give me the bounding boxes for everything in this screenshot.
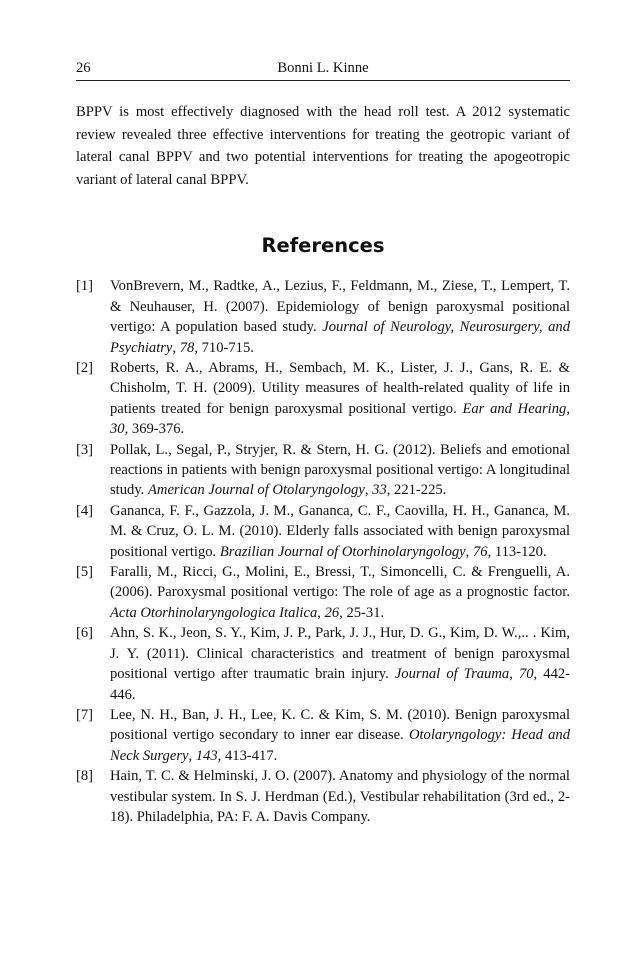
- reference-citation: Hain, T. C. & Helminski, J. O. (2007). Anatomy and physiology of the normal vestibular system. In S. J. Herdman (Ed.), Vestibular rehabilitation (3rd ed., 2-18). Philadelphia, PA: F. A. Davis Company.: [110, 768, 570, 825]
- reference-text: [110, 705, 570, 766]
- reference-journal: Otolaryngology: Head and Neck Surgery: [110, 727, 570, 764]
- reference-citation: Roberts, R. A., Abrams, H., Sembach, M. K., Lister, J. J., Gans, R. E. & Chisholm, T. H. (2009). Utility measures of health-related quality of life in patients treated for benign paroxysmal positional vertigo.: [110, 360, 570, 417]
- reference-journal: Brazilian Journal of Otorhinolaryngology: [219, 543, 466, 560]
- reference-separator: ,: [364, 482, 373, 499]
- reference-item: [76, 358, 570, 440]
- reference-separator: ,: [172, 339, 180, 356]
- reference-volume: 70: [518, 666, 534, 683]
- reference-volume: 26: [324, 604, 340, 621]
- reference-text: [110, 562, 570, 623]
- reference-citation: Pollak, L., Segal, P., Stryjer, R. & Stern, H. G. (2012). Beliefs and emotional reactions in patients with benign paroxysmal positional vertigo: A longitudinal study.: [110, 441, 570, 499]
- reference-list: [76, 276, 570, 827]
- reference-text: [110, 623, 570, 705]
- reference-citation: Faralli, M., Ricci, G., Molini, E., Bressi, T., Simoncelli, C. & Frenguelli, A. (2006). Paroxysmal positional vertigo: The role of age as a prognostic factor.: [110, 564, 570, 601]
- reference-separator: ,: [465, 543, 473, 560]
- reference-separator: ,: [188, 747, 196, 764]
- reference-volume: 30: [110, 421, 125, 438]
- book-page: [76, 0, 570, 827]
- reference-number: [6]: [76, 625, 94, 642]
- reference-item: [76, 276, 570, 358]
- reference-text: [110, 440, 570, 501]
- reference-item: [76, 705, 570, 766]
- reference-separator: ,: [509, 666, 519, 683]
- reference-volume: 143: [195, 747, 218, 764]
- running-header: [76, 58, 570, 81]
- reference-number: [2]: [76, 360, 94, 376]
- reference-pages: , 113-120.: [487, 543, 547, 560]
- reference-pages: , 25-31.: [339, 604, 385, 621]
- summary-paragraph: BPPV is most effectively diagnosed with the head roll test. A 2012 systematic review revealed three effective interventions for treating the geotropic variant of lateral canal BPPV and two potential interventions for treating the apogeotropic variant of lateral canal BPPV.: [76, 104, 570, 188]
- reference-number: [3]: [76, 441, 94, 458]
- reference-separator: ,: [566, 400, 570, 417]
- reference-citation: Gananca, F. F., Gazzola, J. M., Gananca, C. F., Caovilla, H. H., Gananca, M. M. & Cruz, O. L. M. (2010). Elderly falls associated with benign paroxysmal positional vertigo.: [110, 502, 570, 560]
- reference-number: [8]: [76, 768, 94, 785]
- reference-citation: Lee, N. H., Ban, J. H., Lee, K. C. & Kim, S. M. (2010). Benign paroxysmal positional vertigo secondary to inner ear disease.: [110, 706, 570, 744]
- reference-separator: ,: [317, 604, 325, 621]
- reference-item: [76, 501, 570, 562]
- reference-number: [7]: [76, 706, 94, 723]
- reference-journal: Acta Otorhinolaryngologica Italica: [110, 604, 318, 621]
- reference-text: [110, 276, 570, 358]
- reference-pages: , 369-376.: [124, 421, 185, 438]
- reference-item: [76, 766, 570, 827]
- reference-journal: American Journal of Otolaryngology: [147, 482, 365, 499]
- reference-citation: VonBrevern, M., Radtke, A., Lezius, F., Feldmann, M., Ziese, T., Lempert, T. & Neuhauser, H. (2007). Epidemiology of benign paroxysmal positional vertigo: A population based study.: [110, 278, 570, 336]
- reference-journal: Journal of Trauma: [394, 666, 510, 683]
- reference-pages: , 442-446.: [110, 666, 571, 703]
- reference-number: [4]: [76, 502, 94, 519]
- reference-item: [76, 562, 570, 623]
- reference-volume: 78: [179, 339, 195, 356]
- reference-text: [110, 501, 570, 562]
- references-heading: References: [261, 234, 385, 258]
- reference-item: [76, 623, 570, 705]
- reference-journal: Journal of Neurology, Neurosurgery, and Psychiatry: [110, 319, 570, 356]
- running-author: Bonni L. Kinne: [277, 60, 369, 76]
- reference-text: [110, 766, 570, 827]
- reference-pages: , 413-417.: [217, 747, 278, 764]
- reference-item: [76, 440, 570, 501]
- reference-volume: 76: [472, 543, 488, 560]
- reference-number: [1]: [76, 278, 94, 295]
- reference-journal: Ear and Hearing: [462, 400, 567, 417]
- page-number: 26: [76, 60, 91, 76]
- reference-citation: Ahn, S. K., Jeon, S. Y., Kim, J. P., Park, J. J., Hur, D. G., Kim, D. W.,.. . Kim, J. Y. (2011). Clinical characteristics and treatment of benign paroxysmal positional vertigo after traumatic brain injury.: [110, 625, 570, 683]
- reference-volume: 33: [372, 482, 387, 499]
- reference-number: [5]: [76, 564, 94, 581]
- reference-pages: , 710-715.: [194, 339, 254, 356]
- reference-pages: , 221-225.: [386, 482, 447, 499]
- reference-text: [110, 358, 570, 440]
